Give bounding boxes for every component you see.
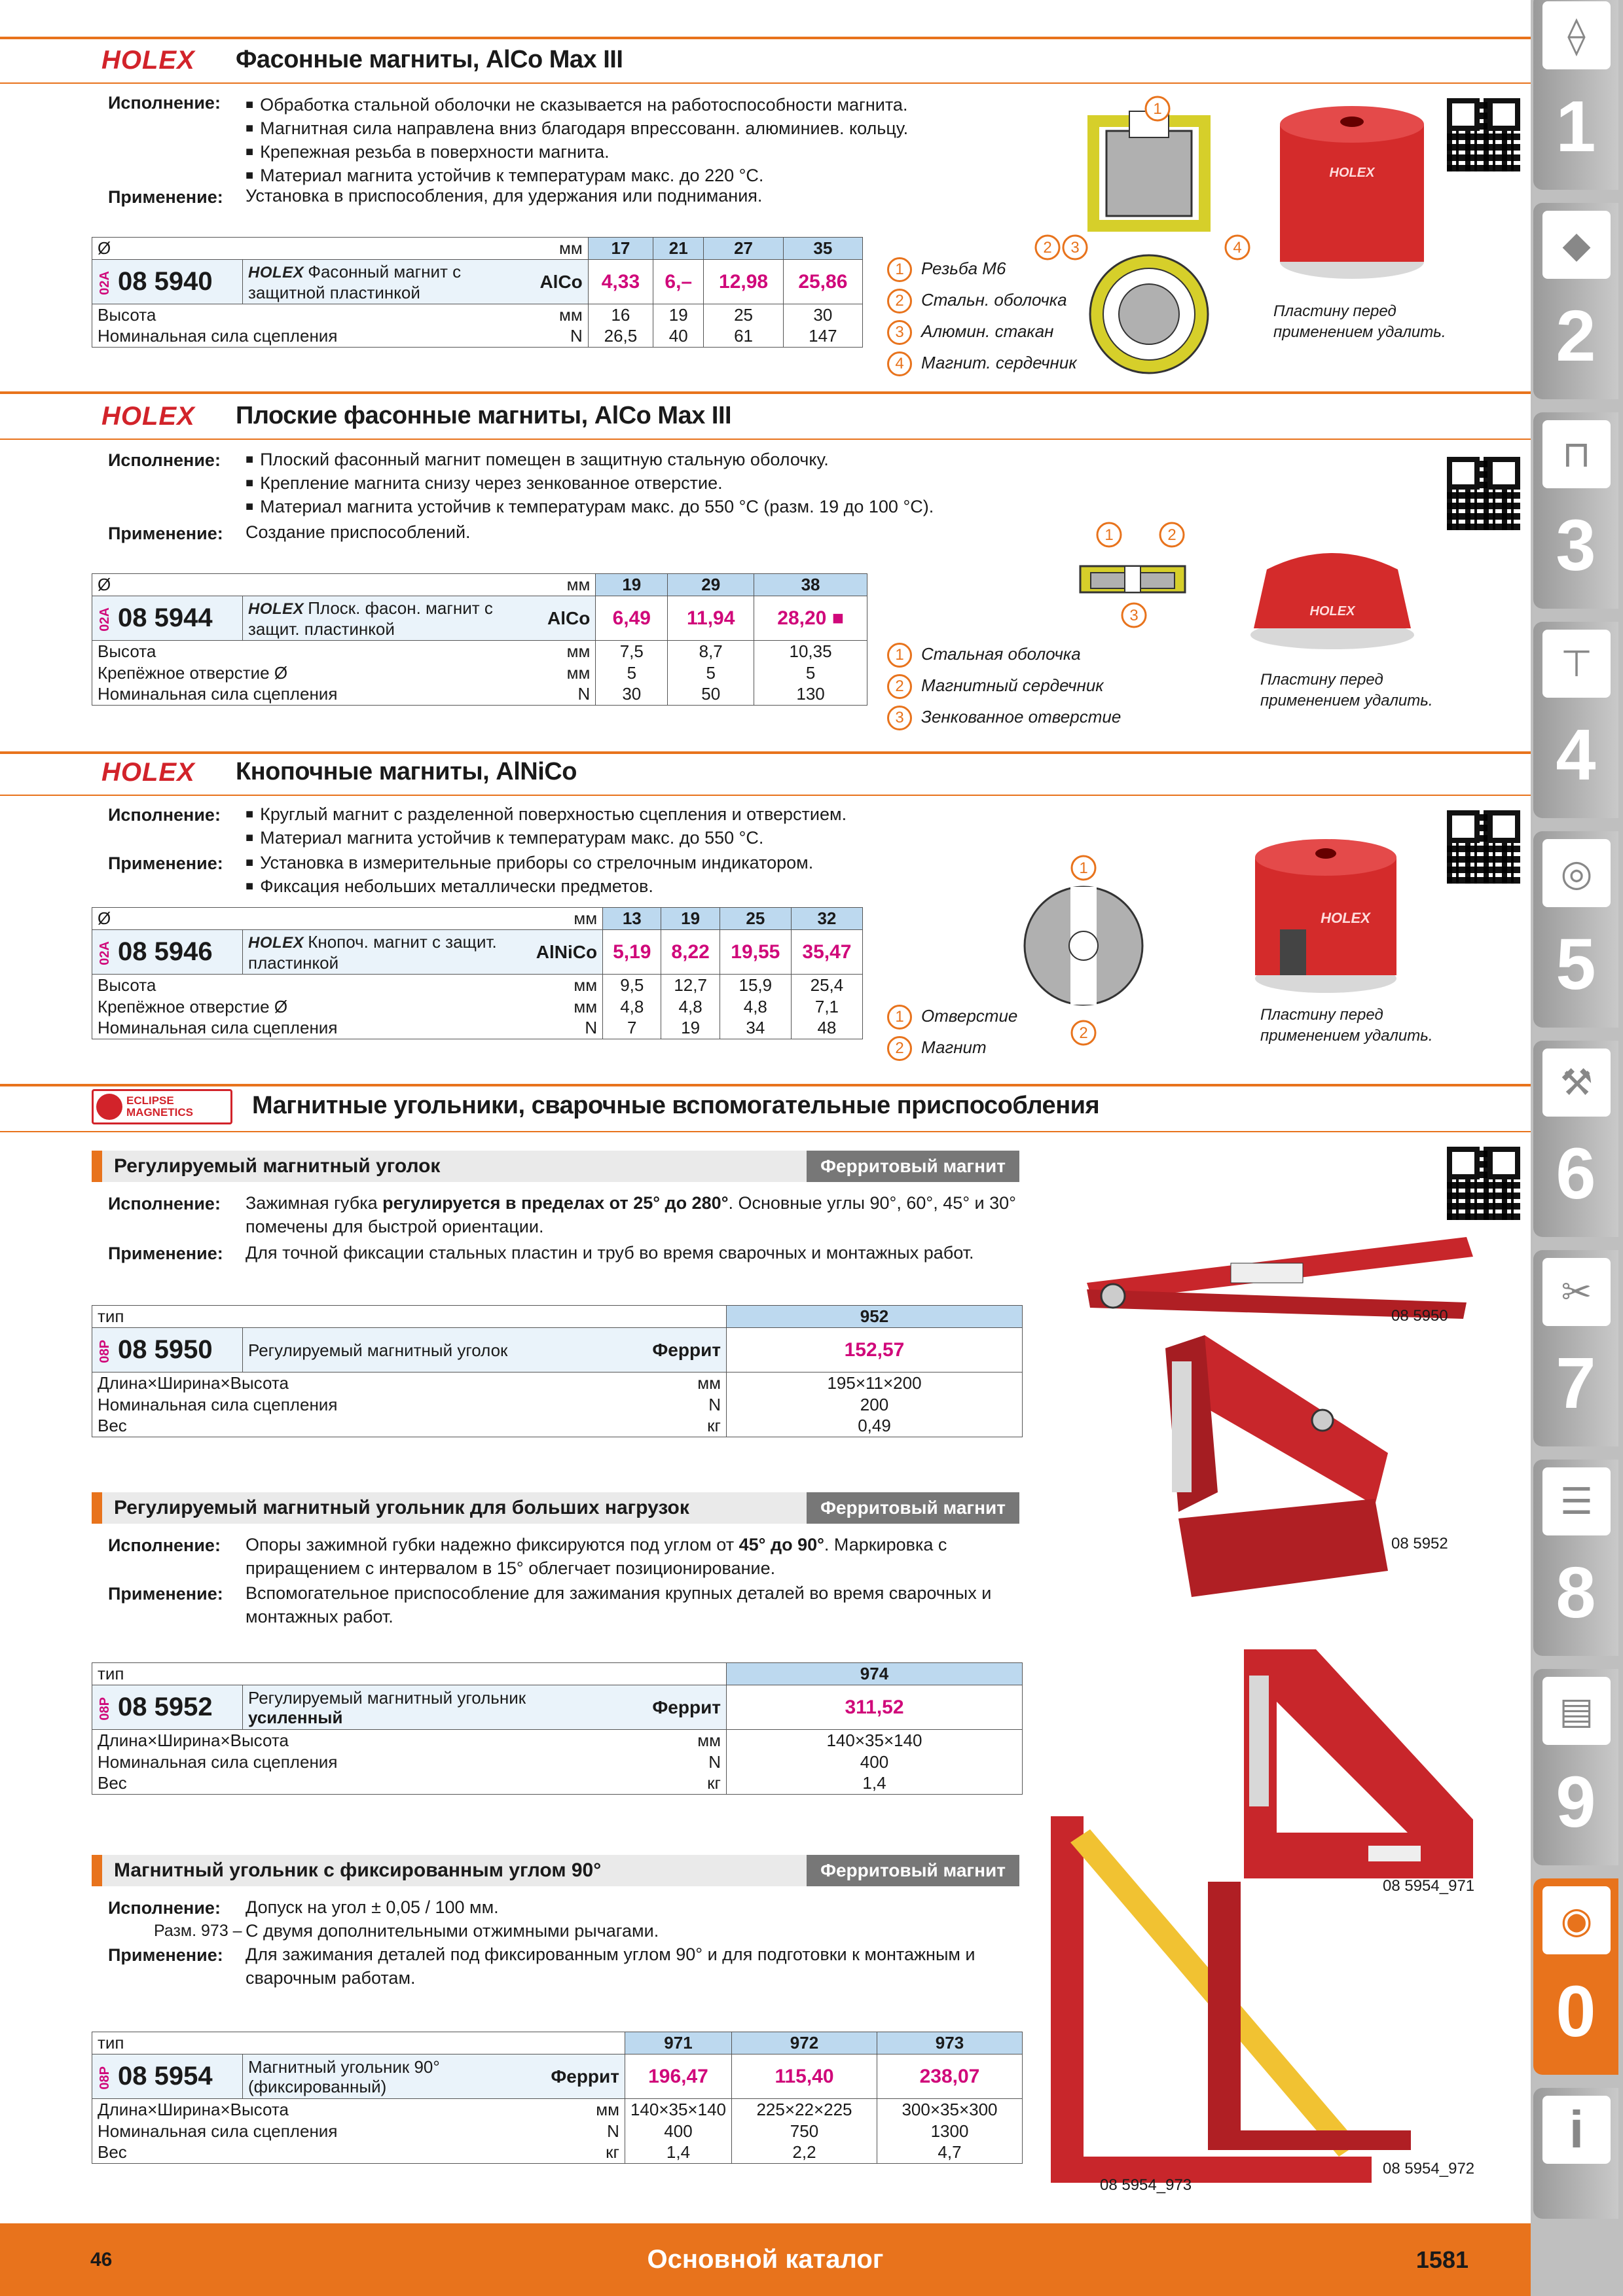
- size: 35: [783, 238, 862, 260]
- app-label: Применение:: [108, 1945, 223, 1965]
- product-desc: Регулируемый магнитный уголок: [243, 1328, 609, 1372]
- safety-goggles-icon: ◉: [1542, 1886, 1611, 1954]
- exec-list: [246, 93, 908, 187]
- saw-blade-icon: ◎: [1542, 839, 1611, 907]
- fixed-angle-972-973-photo: [1044, 1803, 1411, 2189]
- app-label: Применение:: [108, 187, 223, 207]
- page-footer: [0, 2223, 1531, 2296]
- exec-text: Опоры зажимной губки надежно фиксируются под углом от 45° до 90°. Маркировка с приращением с интервалом в 15° облегчает позиционирование.: [246, 1535, 947, 1578]
- price[interactable]: 11,94: [668, 596, 754, 641]
- chapter-tab-0[interactable]: ◉ 0: [1533, 1878, 1618, 2075]
- size: 21: [653, 238, 704, 260]
- table-085954: тип 971 972 973 08P 08 5954 Магнитный угольник 90° (фиксированный) Феррит 196,47 115,40 238,07 Длина×Ширина×Высота мм 140×35×140 225×22×225 300×35×300 Номинальная сила сцепления N 400 750 1300 Вес кг 1,4 2,2 4,7: [92, 2032, 1023, 2164]
- group-tag: 02A: [98, 271, 112, 295]
- holex-logo-small: HOLEX: [248, 263, 304, 281]
- chapter-tab-1[interactable]: ⟠ 1: [1533, 0, 1618, 190]
- legend-item: Резьба M6: [921, 259, 1006, 278]
- svg-text:4: 4: [1233, 239, 1242, 257]
- ferrite-badge: Ферритовый магнит: [807, 1855, 1019, 1886]
- legend-item: Стальн. оболочка: [921, 290, 1067, 310]
- button-magnet-diagram: [1018, 851, 1149, 1054]
- app-list: [246, 851, 813, 898]
- legend-item: Магнитный сердечник: [921, 675, 1104, 695]
- table-085952: тип 974 08P 08 5952 Регулируемый магнитный угольник усиленный Феррит 311,52 Длина×Ширина×Высота мм 140×35×140 Номинальная сила сцепления N 400 Вес кг 1,4: [92, 1662, 1023, 1795]
- exec-text: Зажимная губка регулируется в пределах от 25° до 280°. Основные углы 90°, 60°, 45° и 30° помечены для быстрой ориентации.: [246, 1193, 1016, 1236]
- price[interactable]: 8,22: [661, 930, 720, 975]
- button-magnet-photo: [1247, 831, 1404, 995]
- chapter-tab-2[interactable]: ◆ 2: [1533, 203, 1618, 399]
- material: AlCo: [518, 260, 589, 304]
- chapter-tab-6[interactable]: ⚒ 6: [1533, 1041, 1618, 1237]
- svg-text:HOLEX: HOLEX: [1309, 604, 1355, 619]
- price[interactable]: 196,47: [625, 2054, 731, 2099]
- row-label: Высота: [92, 304, 518, 326]
- price[interactable]: 4,33: [588, 260, 653, 304]
- row-label: Номинальная сила сцепления: [92, 326, 518, 348]
- material: AlCo: [518, 596, 596, 641]
- ferrite-badge: Ферритовый магнит: [807, 1492, 1019, 1524]
- unit: мм: [518, 304, 589, 326]
- section-title: Кнопочные магниты, AlNiCo: [236, 758, 577, 785]
- legend-item: Магнит: [921, 1037, 987, 1057]
- size-note-label: Разм. 973 –: [154, 1922, 242, 1940]
- material: Феррит: [609, 1328, 727, 1372]
- qr-code[interactable]: [1447, 457, 1520, 530]
- legend-item: Отверстие: [921, 1006, 1018, 1026]
- chapter-tab-info[interactable]: [1533, 2088, 1618, 2219]
- price[interactable]: 35,47: [791, 930, 862, 975]
- unit: мм: [518, 238, 589, 260]
- article-code: 08P 08 5950: [92, 1328, 243, 1372]
- exec-item: ■ Крепление магнита снизу через зенкованное отверстие.: [246, 471, 934, 495]
- chapter-tab-8[interactable]: ☰ 8: [1533, 1460, 1618, 1656]
- price[interactable]: 28,20 ■: [754, 596, 867, 641]
- drill-icon: ⟠: [1542, 1, 1611, 69]
- section-divider: [0, 391, 1531, 394]
- image-label: 08 5954_972: [1383, 2160, 1475, 2178]
- article-code: 08P 08 5952: [92, 1685, 243, 1730]
- price[interactable]: 238,07: [877, 2054, 1023, 2099]
- caliper-icon: ⊤: [1542, 630, 1611, 698]
- price[interactable]: 5,19: [603, 930, 661, 975]
- subsection-header: Магнитный угольник с фиксированным углом 90°: [92, 1855, 809, 1886]
- price[interactable]: 6,49: [596, 596, 668, 641]
- image-label: 08 5954_973: [1100, 2176, 1192, 2194]
- remove-plate-note: Пластину перед применением удалить.: [1260, 671, 1433, 709]
- product-desc: Кнопоч. магнит с защит. пластинкой: [248, 931, 497, 973]
- price[interactable]: 115,40: [732, 2054, 877, 2099]
- tool-rack-icon: ☰: [1542, 1467, 1611, 1535]
- svg-text:1: 1: [1153, 100, 1162, 118]
- holex-logo: HOLEX: [101, 46, 195, 75]
- image-label: 08 5952: [1391, 1535, 1448, 1552]
- section-rule: [0, 795, 1531, 796]
- legend: 1 Резьба M6 2 Стальн. оболочка 3 Алюмин. стакан 4 Магнит. сердечник: [887, 253, 1077, 378]
- page-number-left: 46: [90, 2248, 113, 2270]
- exec-item: ■ Материал магнита устойчив к температурам макс. до 220 °C.: [246, 164, 908, 187]
- app-label: Применение:: [108, 1244, 223, 1263]
- legend-item: Стальная оболочка: [921, 644, 1081, 664]
- article-code: 02A 08 5946: [92, 930, 243, 975]
- pot-magnet-photo: [1273, 98, 1431, 288]
- heavy-duty-angle-photo: [1126, 1335, 1401, 1636]
- product-desc: Плоск. фасон. магнит с защит. пластинкой: [248, 598, 493, 639]
- material: Феррит: [526, 2054, 625, 2099]
- exec-item: ■ Магнитная сила направлена вниз благодаря впрессованн. алюминиев. кольцу.: [246, 117, 908, 140]
- price[interactable]: 25,86: [783, 260, 862, 304]
- flat-magnet-photo: [1247, 543, 1417, 655]
- insert-icon: ◆: [1542, 211, 1611, 279]
- holex-logo-small: HOLEX: [248, 600, 304, 618]
- section-title: Плоские фасонные магниты, AlCo Max III: [236, 402, 732, 429]
- size: 27: [704, 238, 783, 260]
- section-title: Магнитные угольники, сварочные вспомогательные приспособления: [252, 1092, 1100, 1119]
- section-rule: [0, 1131, 1531, 1132]
- chapter-tab-3[interactable]: ⊓ 3: [1533, 412, 1618, 609]
- article-code: 08P 08 5954: [92, 2054, 243, 2099]
- article-code: 02A 08 5944: [92, 596, 243, 641]
- dia-symbol: Ø: [92, 238, 518, 260]
- image-label: 08 5954_971: [1383, 1877, 1475, 1895]
- exec-item: ■ Обработка стальной оболочки не сказывается на работоспособности магнита.: [246, 93, 908, 117]
- svg-text:HOLEX: HOLEX: [1329, 166, 1375, 180]
- page-number-right: 1581: [1415, 2246, 1468, 2273]
- exec-label: Исполнение:: [108, 805, 221, 825]
- svg-text:2: 2: [1167, 526, 1176, 544]
- size-note: С двумя дополнительными отжимными рычагами.: [246, 1921, 659, 1941]
- chapter-tab-7[interactable]: ✂ 7: [1533, 1250, 1618, 1446]
- svg-text:1: 1: [1104, 526, 1114, 544]
- app-label: Применение:: [108, 853, 223, 873]
- exec-label: Исполнение:: [108, 1194, 221, 1213]
- exec-item: ■ Круглый магнит с разделенной поверхностью сцепления и отверстием.: [246, 802, 847, 826]
- legend-item: Алюмин. стакан: [921, 321, 1054, 341]
- app-item: ■ Фиксация небольших металлически предметов.: [246, 874, 813, 898]
- svg-text:3: 3: [1129, 607, 1139, 624]
- product-desc: Регулируемый магнитный угольник усиленный: [243, 1685, 609, 1730]
- section-rule: [0, 82, 1531, 84]
- pliers-icon: ✂: [1542, 1258, 1611, 1326]
- app-label: Применение:: [108, 524, 223, 543]
- legend-item: Зенкованное отверстие: [921, 707, 1122, 726]
- svg-text:HOLEX: HOLEX: [1321, 910, 1370, 926]
- exec-item: ■ Плоский фасонный магнит помещен в защитную стальную оболочку.: [246, 448, 934, 471]
- price[interactable]: 19,55: [720, 930, 791, 975]
- legend: 1 Стальная оболочка 2 Магнитный сердечник 3 Зенкованное отверстие: [887, 638, 1121, 732]
- catalog-title: Основной каталог: [647, 2245, 884, 2274]
- image-label: 08 5950: [1391, 1307, 1448, 1325]
- exec-list: [246, 802, 847, 850]
- app-text: Для точной фиксации стальных пластин и труб во время сварочных и монтажных работ.: [246, 1243, 974, 1263]
- price[interactable]: 311,52: [727, 1685, 1023, 1730]
- section-rule: [0, 439, 1531, 440]
- info-icon: i: [1542, 2096, 1611, 2164]
- chapter-tab-9[interactable]: ▤ 9: [1533, 1669, 1618, 1865]
- qr-code[interactable]: [1447, 810, 1520, 884]
- exec-item: ■ Материал магнита устойчив к температурам макс. до 550 °C (разм. 19 до 100 °C).: [246, 495, 934, 518]
- table-085946: Ø мм 13 19 25 32 02A 08 5946 HOLEX Кнопоч. магнит с защит. пластинкой AlNiCo 5,19 8,22 19,55 35,47 Высота мм 9,5 12,7 15,9 25,4 Крепёжное отверстие Ø мм 4,8 4,8 4,8 7,1 Номинальная сила сцепления N 7 19 34 48: [92, 907, 863, 1039]
- svg-text:2: 2: [1079, 1024, 1088, 1042]
- remove-plate-note: Пластину перед применением удалить.: [1273, 302, 1446, 341]
- exec-label: Исполнение:: [108, 1898, 221, 1918]
- exec-text: Допуск на угол ± 0,05 / 100 мм.: [246, 1897, 499, 1917]
- chuck-icon: ⊓: [1542, 420, 1611, 488]
- dia-symbol: Ø: [92, 574, 518, 596]
- section-divider: [0, 751, 1531, 754]
- wrench-icon: ⚒: [1542, 1049, 1611, 1117]
- legend-item: Магнит. сердечник: [921, 353, 1077, 372]
- chapter-tab-5[interactable]: ◎ 5: [1533, 831, 1618, 1028]
- table-085944: Ø мм 19 29 38 02A 08 5944 HOLEX Плоск. фасон. магнит с защит. пластинкой AlCo 6,49 11,94 28,20 ■ Высота мм 7,5 8,7 10,35 Крепёжное отверстие Ø мм 5 5 5 Номинальная сила сцепления N 30 50 130: [92, 573, 867, 706]
- svg-text:2: 2: [1043, 239, 1052, 257]
- material: AlNiCo: [518, 930, 603, 975]
- cabinet-icon: ▤: [1542, 1677, 1611, 1745]
- section-divider: [0, 37, 1531, 39]
- type-label: тип: [92, 1306, 727, 1328]
- app-text: Вспомогательное приспособление для зажимания крупных деталей во время сварочных и монтажных работ.: [246, 1583, 992, 1626]
- exec-list: [246, 448, 934, 518]
- legend: 1 Отверстие 2 Магнит: [887, 1000, 1017, 1063]
- price[interactable]: 6,–: [653, 260, 704, 304]
- holex-logo-small: HOLEX: [248, 933, 304, 952]
- exec-label: Исполнение:: [108, 450, 221, 470]
- ferrite-badge: Ферритовый магнит: [807, 1151, 1019, 1182]
- product-desc: Магнитный угольник 90° (фиксированный): [243, 2054, 527, 2099]
- price[interactable]: 152,57: [727, 1328, 1023, 1372]
- chapter-tab-4[interactable]: ⊤ 4: [1533, 622, 1618, 818]
- app-text: Создание приспособлений.: [246, 522, 471, 542]
- size: 17: [588, 238, 653, 260]
- material: Феррит: [609, 1685, 727, 1730]
- holex-logo: HOLEX: [101, 758, 195, 787]
- exec-label: Исполнение:: [108, 93, 221, 113]
- product-desc: Фасонный магнит с защитной пластинкой: [248, 261, 462, 302]
- flat-magnet-diagram: [1067, 520, 1198, 632]
- remove-plate-note: Пластину перед применением удалить.: [1260, 1006, 1433, 1045]
- section-divider: [0, 1084, 1531, 1086]
- qr-code[interactable]: [1447, 1147, 1520, 1220]
- svg-text:3: 3: [1070, 239, 1080, 257]
- qr-code[interactable]: [1447, 98, 1520, 171]
- subsection-header: Регулируемый магнитный уголок: [92, 1151, 809, 1182]
- unit: N: [518, 326, 589, 348]
- unit: мм: [518, 574, 596, 596]
- app-label: Применение:: [108, 1584, 223, 1604]
- exec-label: Исполнение:: [108, 1535, 221, 1555]
- eclipse-logo: ECLIPSE MAGNETICS: [92, 1089, 232, 1124]
- price[interactable]: 12,98: [704, 260, 783, 304]
- exec-item: ■ Материал магнита устойчив к температурам макс. до 550 °C.: [246, 826, 847, 850]
- subsection-header: Регулируемый магнитный угольник для больших нагрузок: [92, 1492, 809, 1524]
- table-085950: тип 952 08P 08 5950 Регулируемый магнитный уголок Феррит 152,57 Длина×Ширина×Высота мм 195×11×200 Номинальная сила сцепления N 200 Вес кг 0,49: [92, 1305, 1023, 1437]
- section-title: Фасонные магниты, AlCo Max III: [236, 46, 623, 73]
- article-code: 02A 08 5940: [92, 260, 243, 304]
- app-text: Для зажимания деталей под фиксированным углом 90° и для подготовки к монтажным и сварочным работам.: [246, 1945, 976, 1988]
- app-item: ■ Установка в измерительные приборы со стрелочным индикатором.: [246, 851, 813, 874]
- holex-logo: HOLEX: [101, 402, 195, 431]
- app-text: Установка в приспособления, для удержания или поднимания.: [246, 186, 763, 206]
- svg-text:1: 1: [1079, 859, 1088, 877]
- table-085940: Ø мм 17 21 27 35 02A 08 5940 HOLEX Фасонный магнит с защитной пластинкой AlCo 4,33 6,– 12,98 25,86 Высота мм 16 19 25 30 Номинальная сила сцепления N 26,5 40 61 147: [92, 237, 863, 348]
- exec-item: ■ Крепежная резьба в поверхности магнита.: [246, 140, 908, 164]
